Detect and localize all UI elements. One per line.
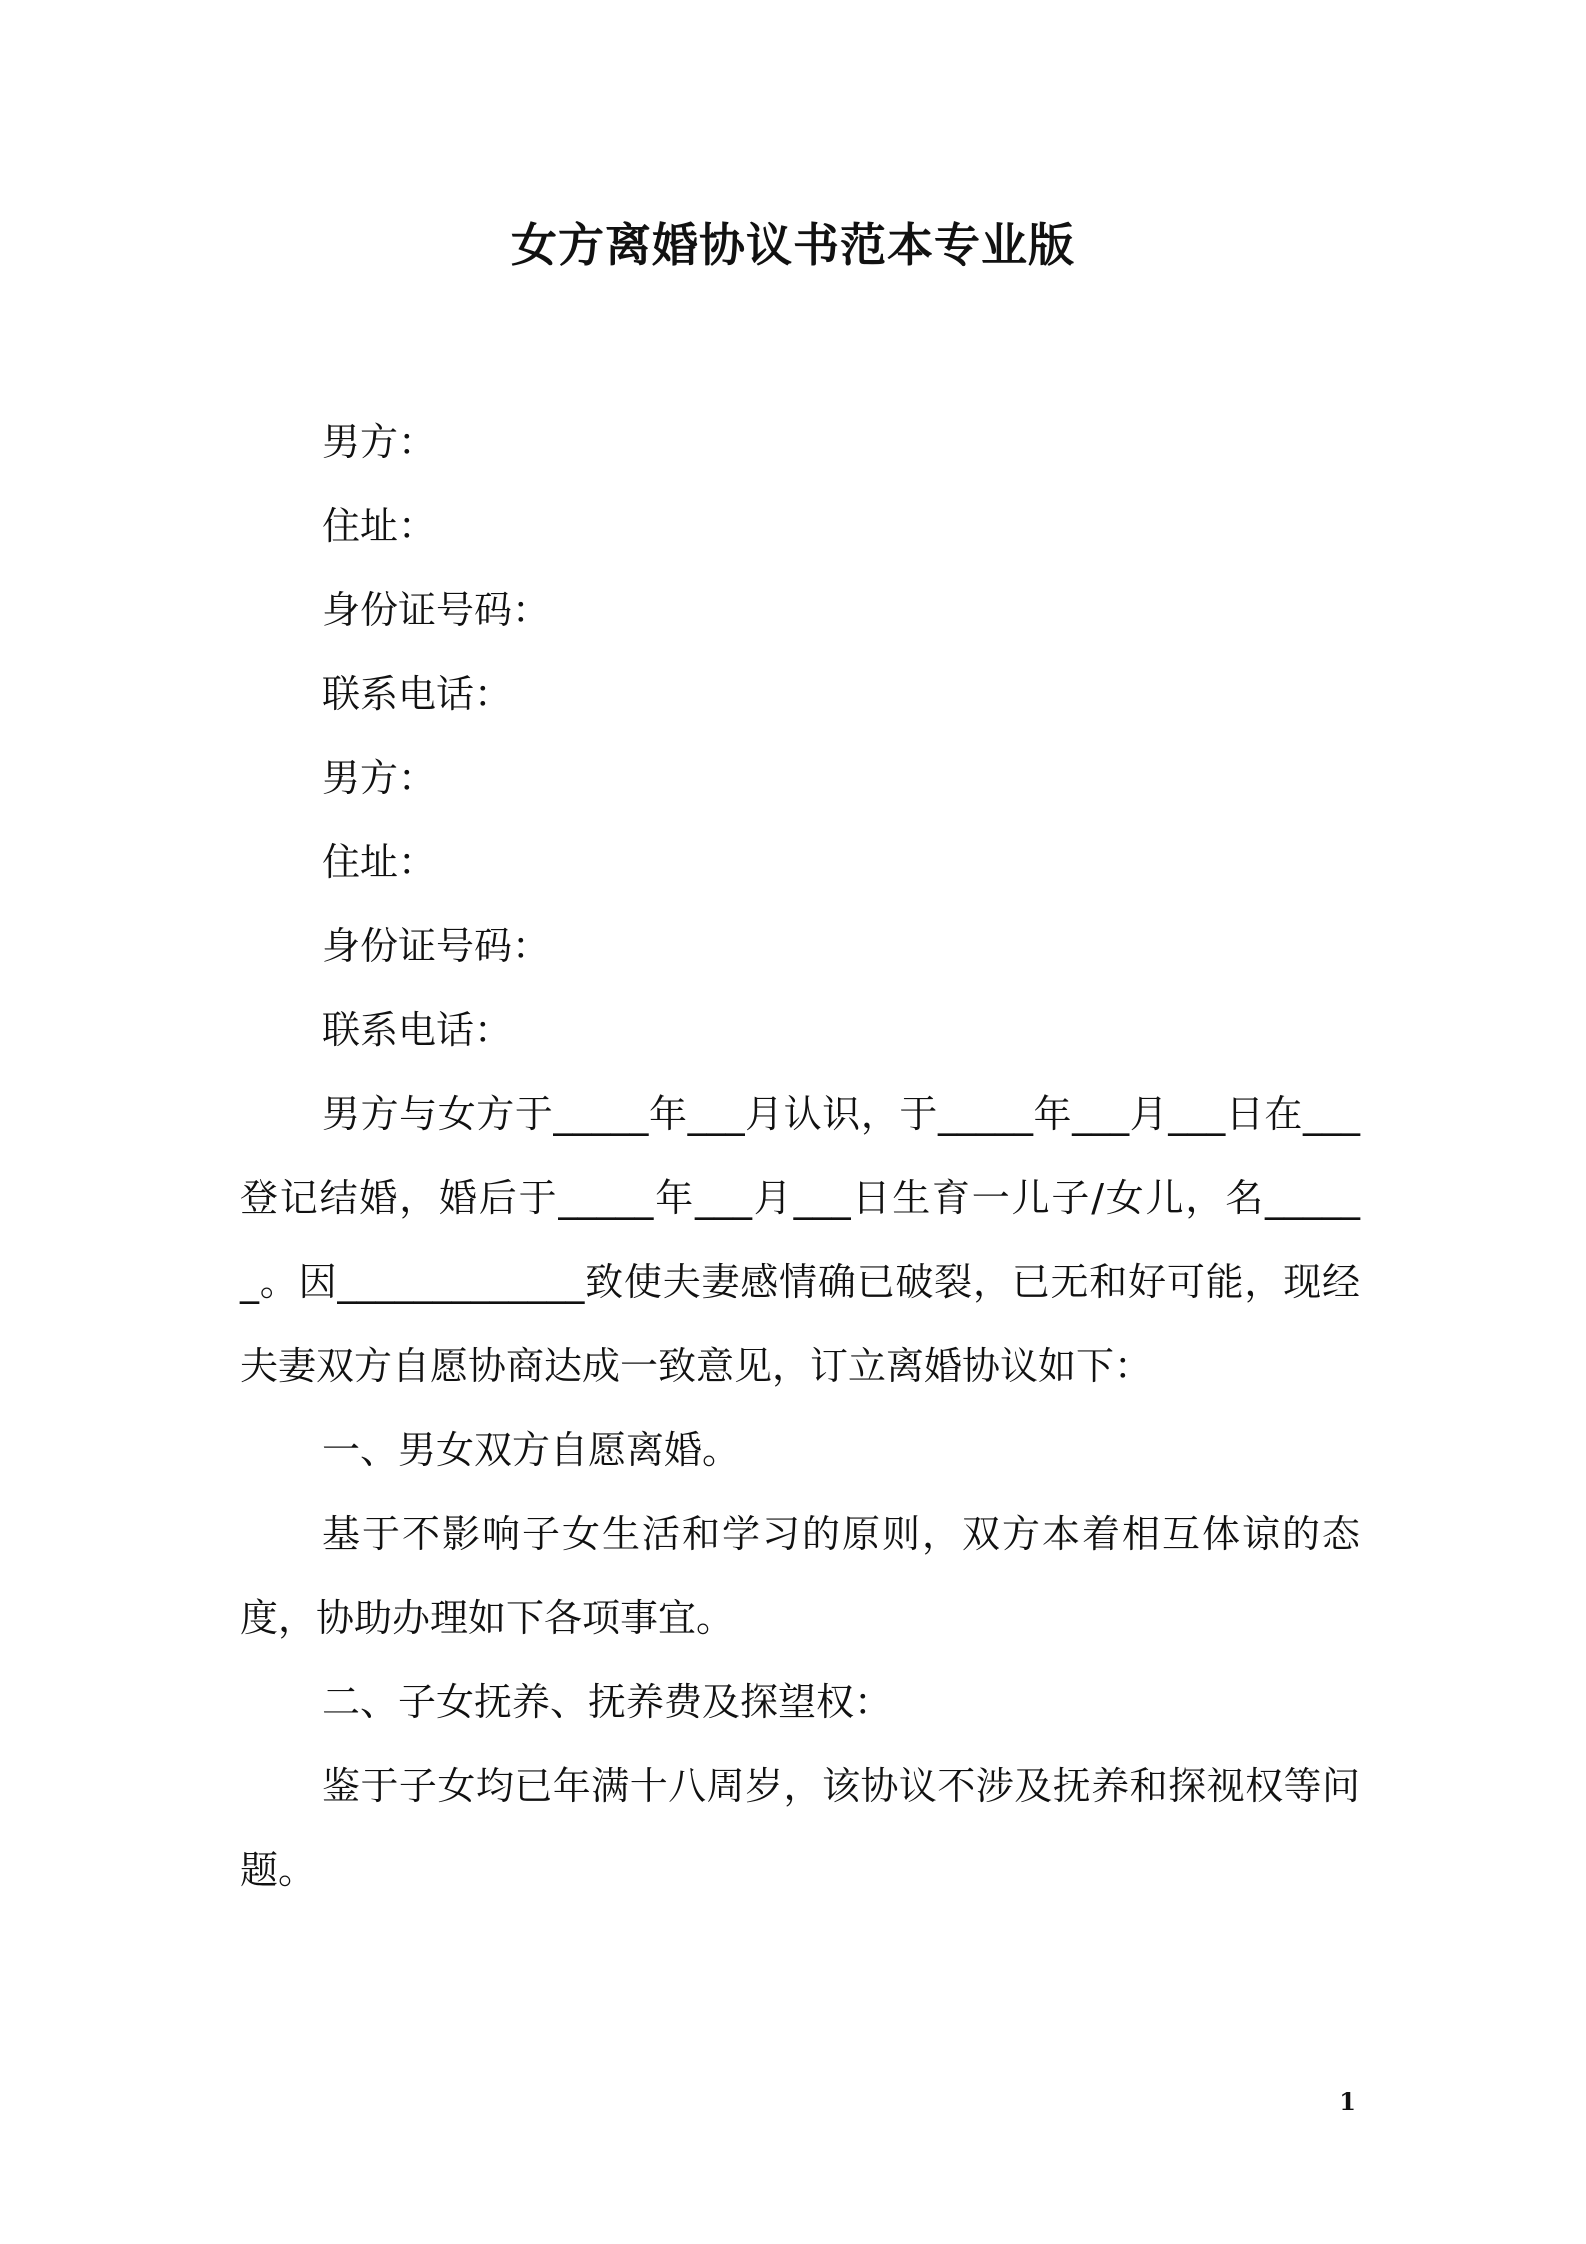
document-title: 女方离婚协议书范本专业版	[511, 218, 1075, 272]
paragraph-intro: 男方与女方于_____年___月认识，于_____年___月___日在___登记结婚，婚后于_____年___月___日生育一儿子/女儿，名______。因_____________致使夫妻感情确已破裂，已无和好可能，现经夫妻双方自愿协商达成一致意见，订立离婚协议如下：	[240, 1092, 1360, 1388]
field-phone: 联系电话：	[322, 672, 513, 716]
field-address-2: 住址：	[322, 840, 437, 884]
field-address: 住址：	[322, 504, 437, 548]
field-male-party-2: 男方：	[322, 756, 437, 800]
clause-1-heading: 一、男女双方自愿离婚。	[322, 1428, 741, 1472]
clause-2-heading: 二、子女抚养、抚养费及探望权：	[322, 1680, 893, 1724]
field-id-number: 身份证号码：	[322, 588, 551, 632]
field-phone-2: 联系电话：	[322, 1008, 513, 1052]
field-male-party: 男方：	[322, 420, 437, 464]
document-body	[240, 400, 1360, 1912]
field-id-number-2: 身份证号码：	[322, 924, 551, 968]
page-number: 1	[1339, 2087, 1356, 2116]
clause-1-text: 基于不影响子女生活和学习的原则，双方本着相互体谅的态度，协助办理如下各项事宜。	[240, 1512, 1360, 1640]
clause-2-text: 鉴于子女均已年满十八周岁，该协议不涉及抚养和探视权等问题。	[240, 1764, 1360, 1892]
